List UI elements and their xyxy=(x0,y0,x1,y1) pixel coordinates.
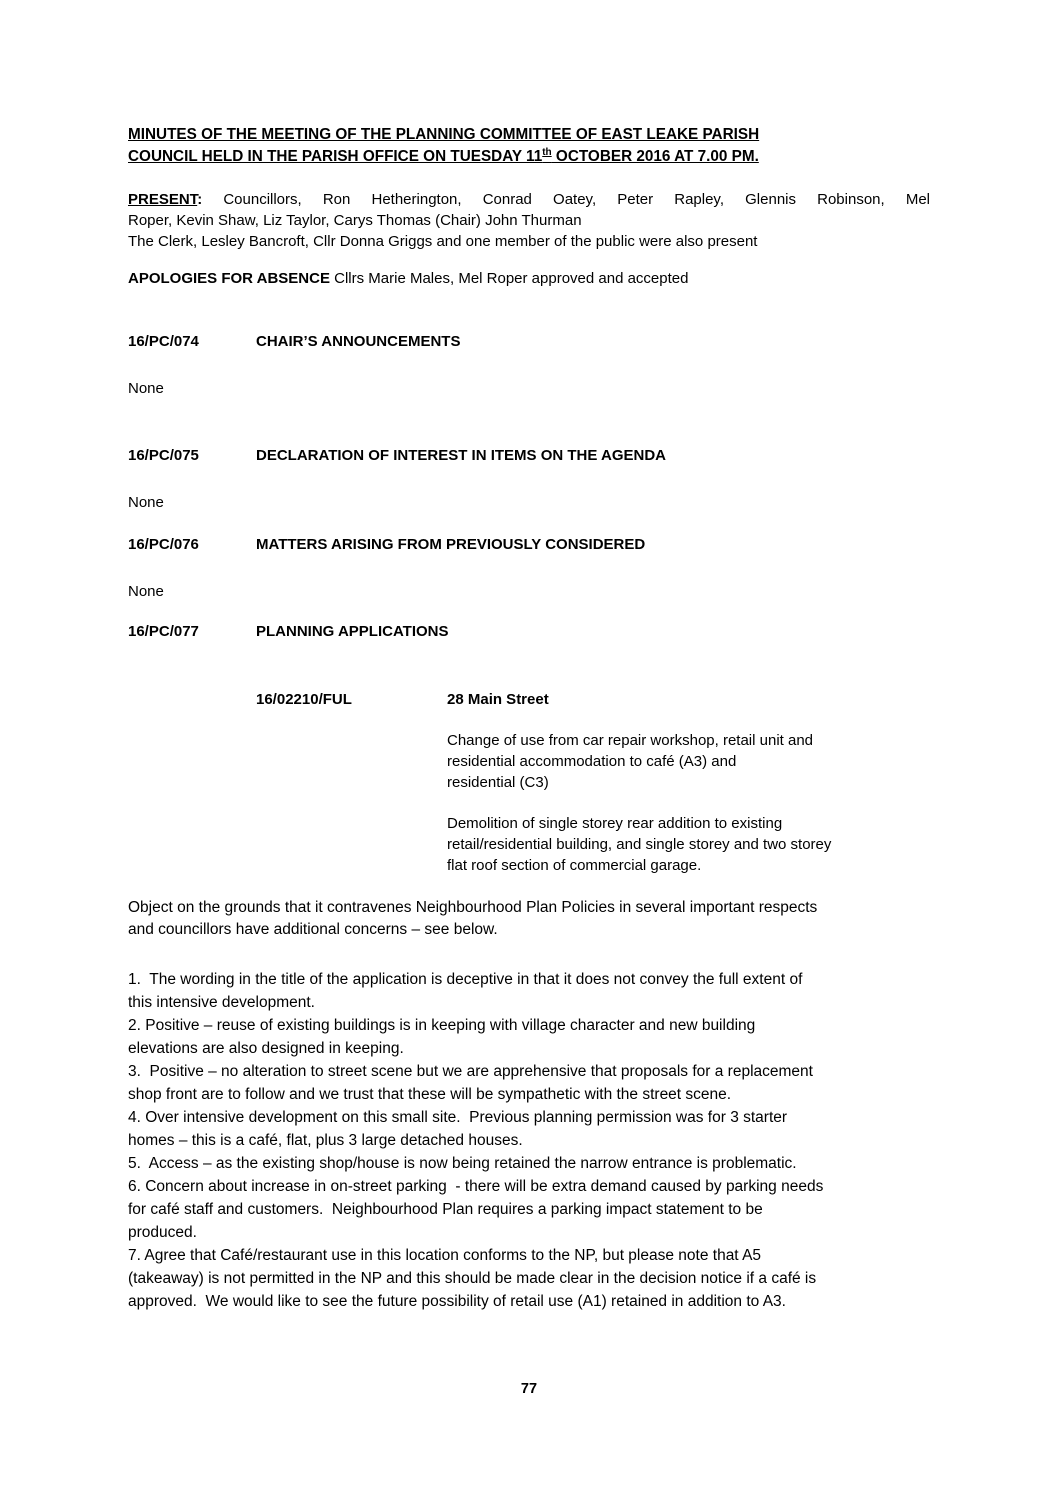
objection-point-1 xyxy=(128,968,930,1014)
objection-point-5 xyxy=(128,1152,930,1175)
section-row-077 xyxy=(128,621,930,643)
point-line: 7. Agree that Café/restaurant use in this location conforms to the NP, but please note that A5 xyxy=(128,1247,762,1264)
section-ref: 16/PC/076 xyxy=(128,536,199,553)
objection-intro-line: Object on the grounds that it contravenes Neighbourhood Plan Policies in several important respects xyxy=(128,899,818,916)
description-line: residential accommodation to café (A3) and xyxy=(447,753,737,770)
objection-intro xyxy=(128,897,930,941)
objection-point-3 xyxy=(128,1060,930,1106)
present-line2: Roper, Kevin Shaw, Liz Taylor, Carys Thomas (Chair) John Thurman xyxy=(128,212,582,229)
demolition-line: retail/residential building, and single storey and two storey xyxy=(447,836,832,853)
section-heading: DECLARATION OF INTEREST IN ITEMS ON THE AGENDA xyxy=(256,447,667,464)
point-line: this intensive development. xyxy=(128,994,315,1011)
point-line: for café staff and customers. Neighbourhood Plan requires a parking impact statement to be xyxy=(128,1201,763,1218)
application-ref: 16/02210/FUL xyxy=(256,691,352,708)
present-line1 xyxy=(128,189,930,210)
application-description xyxy=(447,730,930,793)
section-heading: PLANNING APPLICATIONS xyxy=(256,623,449,640)
apologies-rest: Cllrs Marie Males, Mel Roper approved and accepted xyxy=(329,270,689,287)
point-line: 4. Over intensive development on this small site. Previous planning permission was for 3 starter xyxy=(128,1109,788,1126)
apologies-line xyxy=(128,268,930,289)
objection-point-7 xyxy=(128,1244,930,1313)
demolition-line: flat roof section of commercial garage. xyxy=(447,857,702,874)
point-line: 3. Positive – no alteration to street scene but we are apprehensive that proposals for a replacement xyxy=(128,1063,813,1080)
ordinal-superscript: th xyxy=(542,146,552,158)
minutes-title-line1: MINUTES OF THE MEETING OF THE PLANNING COMMITTEE OF EAST LEAKE PARISH xyxy=(128,126,760,143)
section-row-074 xyxy=(128,331,930,353)
objection-points xyxy=(128,968,930,1313)
objection-point-6 xyxy=(128,1175,930,1244)
section-ref: 16/PC/075 xyxy=(128,447,199,464)
section-row-075 xyxy=(128,445,930,467)
present-names-1: Councillors, Ron Hetherington, Conrad Oatey, Peter Rapley, Glennis Robinson, Mel xyxy=(202,191,930,208)
demolition-line: Demolition of single storey rear addition to existing xyxy=(447,815,783,832)
description-line: Change of use from car repair workshop, retail unit and xyxy=(447,732,814,749)
section-note: None xyxy=(128,583,164,600)
point-line: 5. Access – as the existing shop/house is now being retained the narrow entrance is problematic. xyxy=(128,1155,797,1172)
section-heading: CHAIR’S ANNOUNCEMENTS xyxy=(256,333,461,350)
point-line: approved. We would like to see the future possibility of retail use (A1) retained in addition to A3. xyxy=(128,1293,786,1310)
page-number: 77 xyxy=(520,1381,538,1397)
demolition-paragraph xyxy=(447,813,930,876)
present-paragraph xyxy=(128,189,930,252)
present-label: PRESENT xyxy=(128,191,198,208)
objection-intro-line: and councillors have additional concerns – see below. xyxy=(128,921,498,938)
minutes-title-line2-text: COUNCIL HELD IN THE PARISH OFFICE ON TUESDAY 11 xyxy=(128,148,543,165)
section-note: None xyxy=(128,380,164,397)
section-heading: MATTERS ARISING FROM PREVIOUSLY CONSIDERED xyxy=(256,536,646,553)
application-address: 28 Main Street xyxy=(447,691,549,708)
section-ref: 16/PC/077 xyxy=(128,623,199,640)
point-line: homes – this is a café, flat, plus 3 large detached houses. xyxy=(128,1132,523,1149)
point-line: 2. Positive – reuse of existing buildings is in keeping with village character and new building xyxy=(128,1017,756,1034)
present-colon: : xyxy=(197,191,203,208)
point-line: 1. The wording in the title of the application is deceptive in that it does not convey the full extent of xyxy=(128,971,803,988)
point-line: produced. xyxy=(128,1224,197,1241)
point-line: elevations are also designed in keeping. xyxy=(128,1040,404,1057)
apologies-label: APOLOGIES FOR ABSENCE xyxy=(128,270,330,287)
description-line: residential (C3) xyxy=(447,774,549,791)
minutes-title-line2 xyxy=(128,146,930,168)
objection-point-4 xyxy=(128,1106,930,1152)
present-line3: The Clerk, Lesley Bancroft, Cllr Donna Griggs and one member of the public were also present xyxy=(128,233,758,250)
point-line: 6. Concern about increase in on-street parking - there will be extra demand caused by parking needs xyxy=(128,1178,824,1195)
section-ref: 16/PC/074 xyxy=(128,333,199,350)
point-line: (takeaway) is not permitted in the NP and this should be made clear in the decision notice if a café is xyxy=(128,1270,817,1287)
apologies-text xyxy=(128,268,930,289)
section-row-076 xyxy=(128,534,930,556)
section-note: None xyxy=(128,494,164,511)
point-line: shop front are to follow and we trust that these will be sympathetic with the street scene. xyxy=(128,1086,732,1103)
minutes-title-line2-rest: OCTOBER 2016 AT 7.00 PM. xyxy=(551,148,759,165)
minutes-title xyxy=(128,124,930,168)
objection-point-2 xyxy=(128,1014,930,1060)
application-row xyxy=(256,689,930,711)
